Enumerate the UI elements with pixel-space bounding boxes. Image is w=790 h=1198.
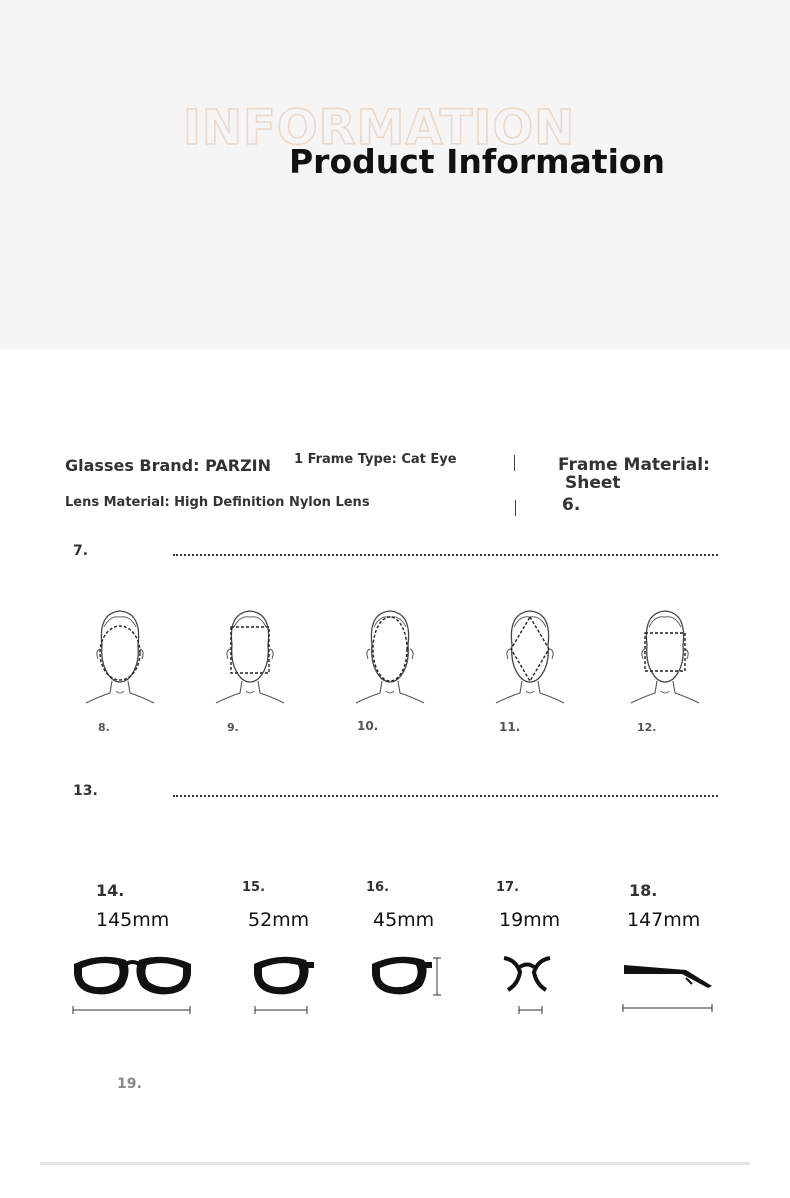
face-label: 10. [357,719,379,733]
size-label: 17. [496,880,520,895]
total-width-value: 145mm [96,909,170,931]
brand-label: Glasses Brand: PARZIN [65,456,272,475]
bridge-width-icon [502,950,558,1018]
watermark-text: INFORMATION [183,100,576,156]
frame-material-label: Frame Material: [558,455,710,475]
face-label: 8. [98,721,110,734]
lens-material-label: Lens Material: High Definition Nylon Lens [65,495,370,510]
dotted-rule [173,795,718,797]
size-section-label: 13. [73,783,98,799]
page-title: Product Information [289,142,666,181]
glasses-front-icon [70,950,195,1018]
header-banner [0,0,790,350]
face-rectangle-icon [625,605,705,710]
frame-type-label: 1 Frame Type: Cat Eye [294,452,457,467]
face-label: 11. [499,720,521,734]
dotted-rule [173,554,718,556]
face-section-label: 7. [73,543,89,559]
temple-length-value: 147mm [627,909,701,931]
size-label: 14. [96,881,125,900]
temple-side-icon [620,950,716,1018]
lens-height-value: 45mm [373,909,435,931]
divider [515,500,516,516]
face-label: 12. [637,721,657,734]
lens-width-value: 52mm [248,909,310,931]
face-label: 9. [227,721,239,734]
size-label: 15. [242,880,266,895]
face-oval-icon [350,605,430,710]
lens-width-icon [250,950,320,1018]
divider [514,455,515,471]
face-square-icon [210,605,290,710]
footer-label: 19. [117,1076,142,1092]
size-label: 16. [366,880,390,895]
item-6-label: 6. [562,495,581,515]
lens-height-icon [368,950,448,1018]
bridge-width-value: 19mm [499,909,561,931]
frame-material-value: Sheet [565,473,621,493]
bottom-divider [40,1162,750,1165]
face-diamond-icon [490,605,570,710]
size-label: 18. [629,881,658,900]
face-round-icon [80,605,160,710]
